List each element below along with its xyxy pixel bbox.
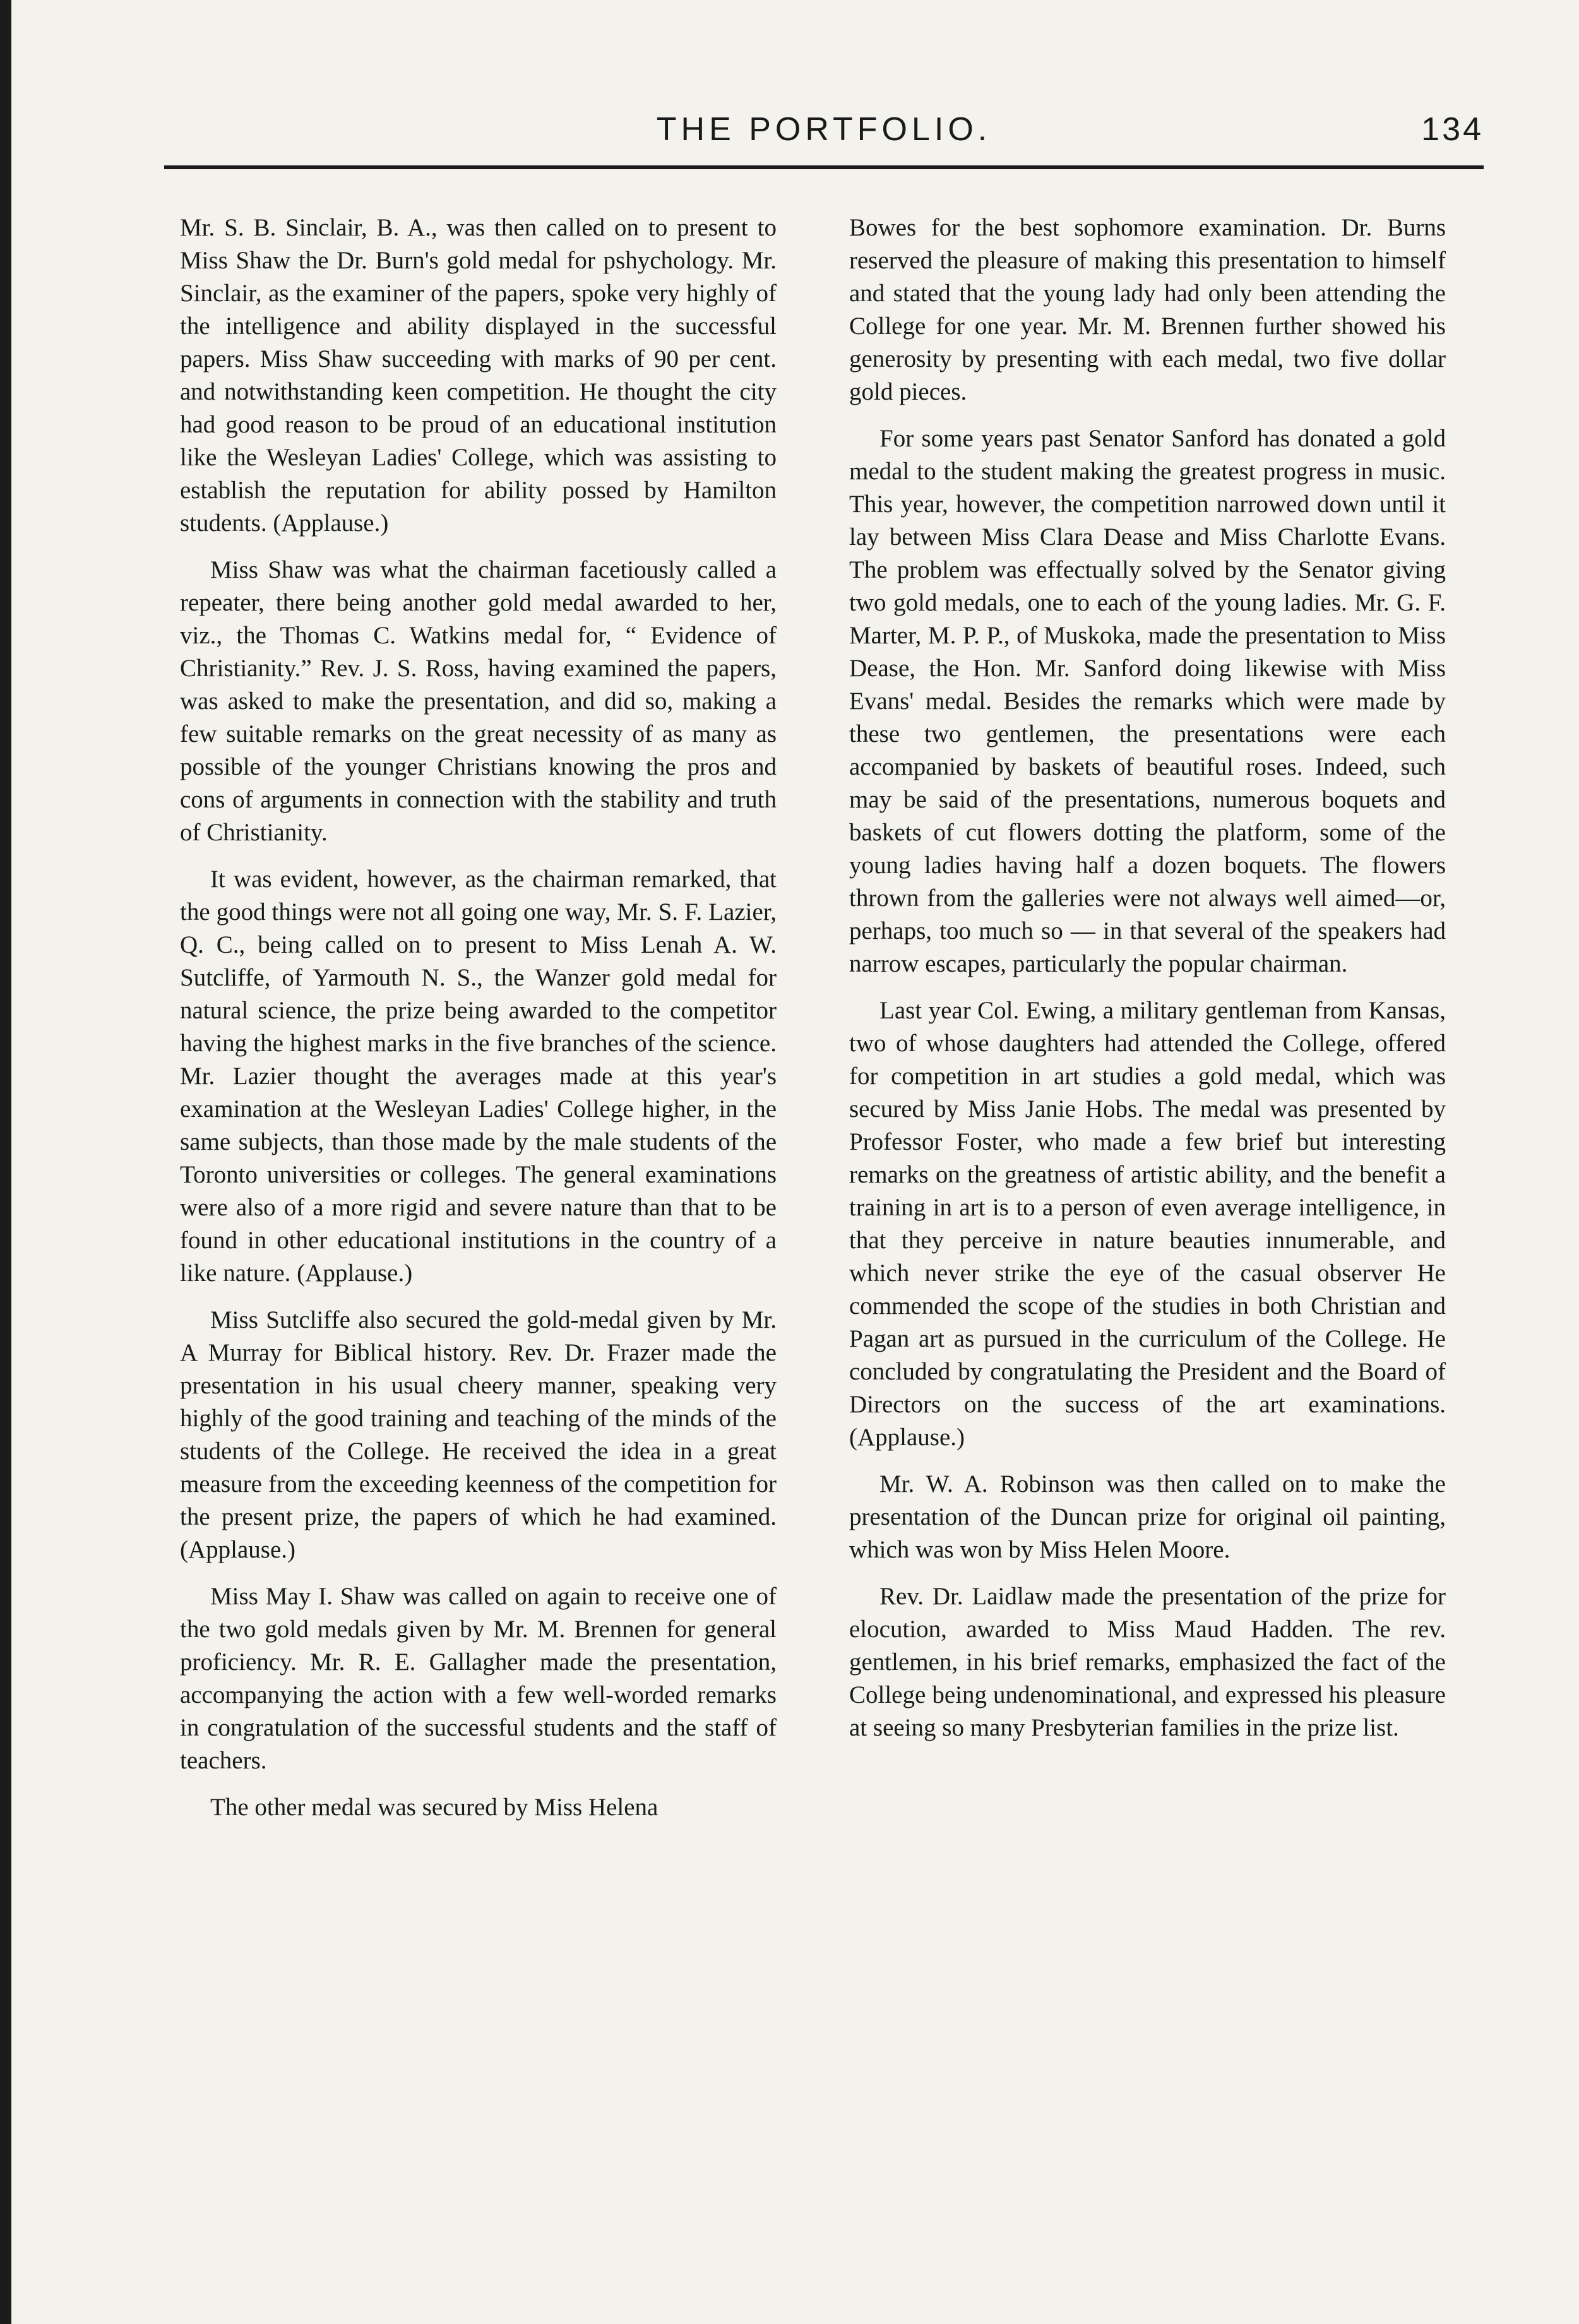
header-rule	[164, 165, 1484, 169]
left-column	[180, 212, 777, 1838]
page-header	[164, 110, 1484, 161]
paragraph: Last year Col. Ewing, a military gentleman from Kansas, two of whose daughters had attended the College, offered for competition in art studies a gold medal, which was secured by Miss Janie Hobs. The medal was presented by Professor Foster, who made a few brief but interesting remarks on the greatness of artistic ability, and the benefit a training in art is to a person of even average intelligence, in that they perceive in nature beauties innumerable, and which never strike the eye of the casual observer He commended the scope of the studies in both Christian and Pagan art as pursued in the curriculum of the College. He concluded by congratulating the President and the Board of Directors on the success of the art examinations. (Applause.)	[849, 997, 1446, 1451]
paragraph: Mr. W. A. Robinson was then called on to make the presentation of the Duncan prize for original oil painting, which was won by Miss Helen Moore.	[849, 1470, 1446, 1563]
paragraph: Bowes for the best sophomore examination. Dr. Burns reserved the pleasure of making this presentation to himself and stated that the young lady had only been attending the College for one year. Mr. M. Brennen further showed his generosity by presenting with each medal, two five dollar gold pieces.	[849, 214, 1446, 405]
page-number: 134	[1421, 111, 1484, 148]
paragraph: It was evident, however, as the chairman remarked, that the good things were not all going one way, Mr. S. F. Lazier, Q. C., being called on to present to Miss Lenah A. W. Sutcliffe, of Yarmouth N. S., the Wanzer gold medal for natural science, the prize being awarded to the competitor having the highest marks in the five branches of the science. Mr. Lazier thought the averages made at this year's examination at the Wesleyan Ladies' College higher, in the same subjects, than those made by the male students of the Toronto universities or colleges. The general examinations were also of a more rigid and severe nature than that to be found in other educational institutions in the country of a like nature. (Applause.)	[180, 866, 777, 1287]
journal-title: THE PORTFOLIO.	[656, 111, 992, 148]
paragraph: Mr. S. B. Sinclair, B. A., was then called on to present to Miss Shaw the Dr. Burn's gold medal for pshychology. Mr. Sinclair, as the examiner of the papers, spoke very highly of the intelligence and ability displayed in the successful papers. Miss Shaw succeeding with marks of 90 per cent. and notwithstanding keen competition. He thought the city had good reason to be proud of an educational institution like the Wesleyan Ladies' College, which was assisting to establish the reputation for ability possed by Hamilton students. (Applause.)	[180, 214, 777, 537]
paragraph: Miss Sutcliffe also secured the gold-medal given by Mr. A Murray for Biblical history. Rev. Dr. Frazer made the presentation in his usual cheery manner, speaking very highly of the good training and teaching of the minds of the students of the College. He received the idea in a great measure from the exceeding keenness of the competition for the present prize, the papers of which he had examined. (Applause.)	[180, 1306, 777, 1563]
paragraph: For some years past Senator Sanford has donated a gold medal to the student making the greatest progress in music. This year, however, the competition narrowed down until it lay between Miss Clara Dease and Miss Charlotte Evans. The problem was effectually solved by the Senator giving two gold medals, one to each of the young ladies. Mr. G. F. Marter, M. P. P., of Muskoka, made the presentation to Miss Dease, the Hon. Mr. Sanford doing likewise with Miss Evans' medal. Besides the remarks which were made by these two gentlemen, the presentations were each accompanied by baskets of beautiful roses. Indeed, such may be said of the presentations, numerous boquets and baskets of cut flowers dotting the platform, some of the young ladies having half a dozen boquets. The flowers thrown from the galleries were not always well aimed—or, perhaps, too much so — in that several of the speakers had narrow escapes, particularly the popular chairman.	[849, 425, 1446, 977]
paragraph: The other medal was secured by Miss Helena	[210, 1794, 658, 1821]
right-column	[849, 212, 1446, 1758]
paragraph: Miss May I. Shaw was called on again to receive one of the two gold medals given by Mr. M. Brennen for general proficiency. Mr. R. E. Gallagher made the presentation, accompanying the action with a few well-worded remarks in congratulation of the successful students and the staff of teachers.	[180, 1583, 777, 1774]
paragraph: Rev. Dr. Laidlaw made the presentation of the prize for elocution, awarded to Miss Maud Hadden. The rev. gentlemen, in his brief remarks, emphasized the fact of the College being undenominational, and expressed his pleasure at seeing so many Presbyterian families in the prize list.	[849, 1583, 1446, 1741]
page-binding-edge	[0, 0, 11, 2324]
paragraph: Miss Shaw was what the chairman facetiously called a repeater, there being another gold medal awarded to her, viz., the Thomas C. Watkins medal for, “ Evidence of Christianity.” Rev. J. S. Ross, having examined the papers, was asked to make the presentation, and did so, making a few suitable remarks on the great necessity of as many as possible of the younger Christians knowing the pros and cons of arguments in connection with the stability and truth of Christianity.	[180, 556, 777, 846]
